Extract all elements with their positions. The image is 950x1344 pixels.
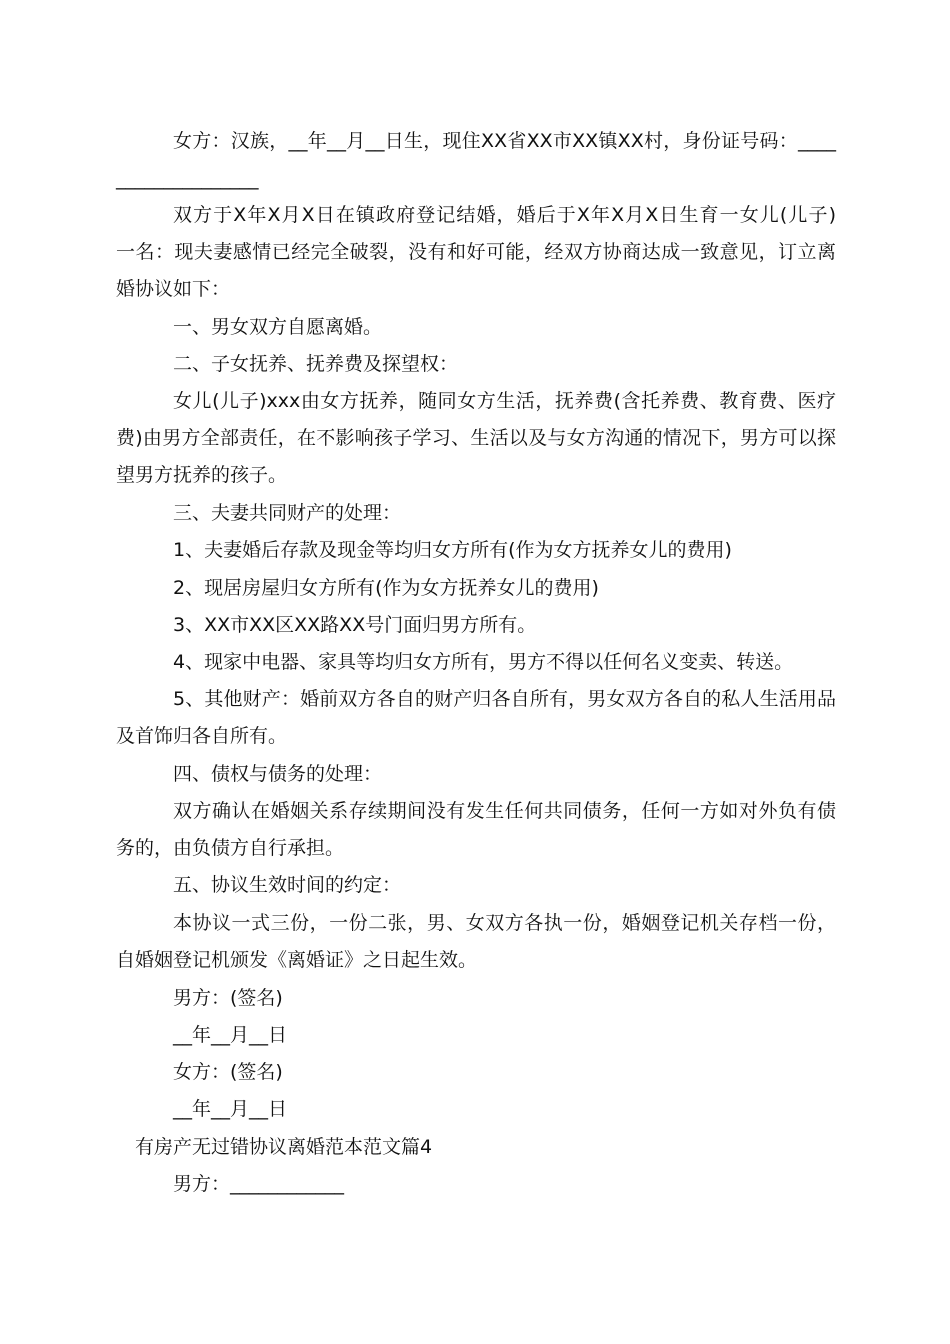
section-1-heading: 一、男女双方自愿离婚。 xyxy=(173,316,383,338)
section-5-heading: 五、协议生效时间的约定： xyxy=(173,874,402,896)
husband-name-line: 男方：____________ xyxy=(173,1173,345,1195)
debt-paragraph-line-2: 务的，由负债方自行承担。 xyxy=(116,837,345,859)
property-item-3: 3、XX市XX区XX路XX号门面归男方所有。 xyxy=(173,614,537,636)
property-item-5-line-2: 及首饰归各自所有。 xyxy=(116,725,288,747)
article-4-title: 有房产无过错协议离婚范本范文篇4 xyxy=(135,1136,433,1158)
wife-signature: 女方：(签名) xyxy=(173,1061,283,1083)
section-2-heading: 二、子女抚养、抚养费及探望权： xyxy=(173,353,459,375)
effective-paragraph-line-1: 本协议一式三份，一份二张，男、女双方各执一份，婚姻登记机关存档一份， xyxy=(173,912,836,934)
husband-signature: 男方：(签名) xyxy=(173,987,283,1009)
property-item-5-line-1: 5、其他财产：婚前双方各自的财产归各自所有，男女双方各自的私人生活用品 xyxy=(173,688,836,710)
id-number-blank: _______________ xyxy=(116,168,259,190)
section-3-heading: 三、夫妻共同财产的处理： xyxy=(173,502,402,524)
custody-paragraph-line-3: 望男方抚养的孩子。 xyxy=(116,464,288,486)
paragraph-marriage-line-3: 婚协议如下： xyxy=(116,278,231,300)
custody-paragraph-line-1: 女儿(儿子)xxx由女方抚养，随同女方生活，抚养费(含托养费、教育费、医疗 xyxy=(173,390,836,412)
property-item-4: 4、现家中电器、家具等均归女方所有，男方不得以任何名义变卖、转送。 xyxy=(173,651,794,673)
wife-signature-date: __年__月__日 xyxy=(173,1098,288,1120)
wife-info-line: 女方：汉族，__年__月__日生，现住XX省XX市XX镇XX村，身份证号码：____ xyxy=(173,130,836,152)
section-4-heading: 四、债权与债务的处理： xyxy=(173,763,383,785)
debt-paragraph-line-1: 双方确认在婚姻关系存续期间没有发生任何共同债务，任何一方如对外负有债 xyxy=(173,800,836,822)
custody-paragraph-line-2: 费)由男方全部责任，在不影响孩子学习、生活以及与女方沟通的情况下，男方可以探 xyxy=(116,427,836,449)
effective-paragraph-line-2: 自婚姻登记机颁发《离婚证》之日起生效。 xyxy=(116,949,478,971)
property-item-2: 2、现居房屋归女方所有(作为女方抚养女儿的费用) xyxy=(173,577,599,599)
paragraph-marriage-line-1: 双方于X年X月X日在镇政府登记结婚，婚后于X年X月X日生育一女儿(儿子) xyxy=(173,204,836,226)
husband-signature-date: __年__月__日 xyxy=(173,1024,288,1046)
property-item-1: 1、夫妻婚后存款及现金等均归女方所有(作为女方抚养女儿的费用) xyxy=(173,539,732,561)
paragraph-marriage-line-2: 一名：现夫妻感情已经完全破裂，没有和好可能，经双方协商达成一致意见，订立离 xyxy=(116,241,836,263)
